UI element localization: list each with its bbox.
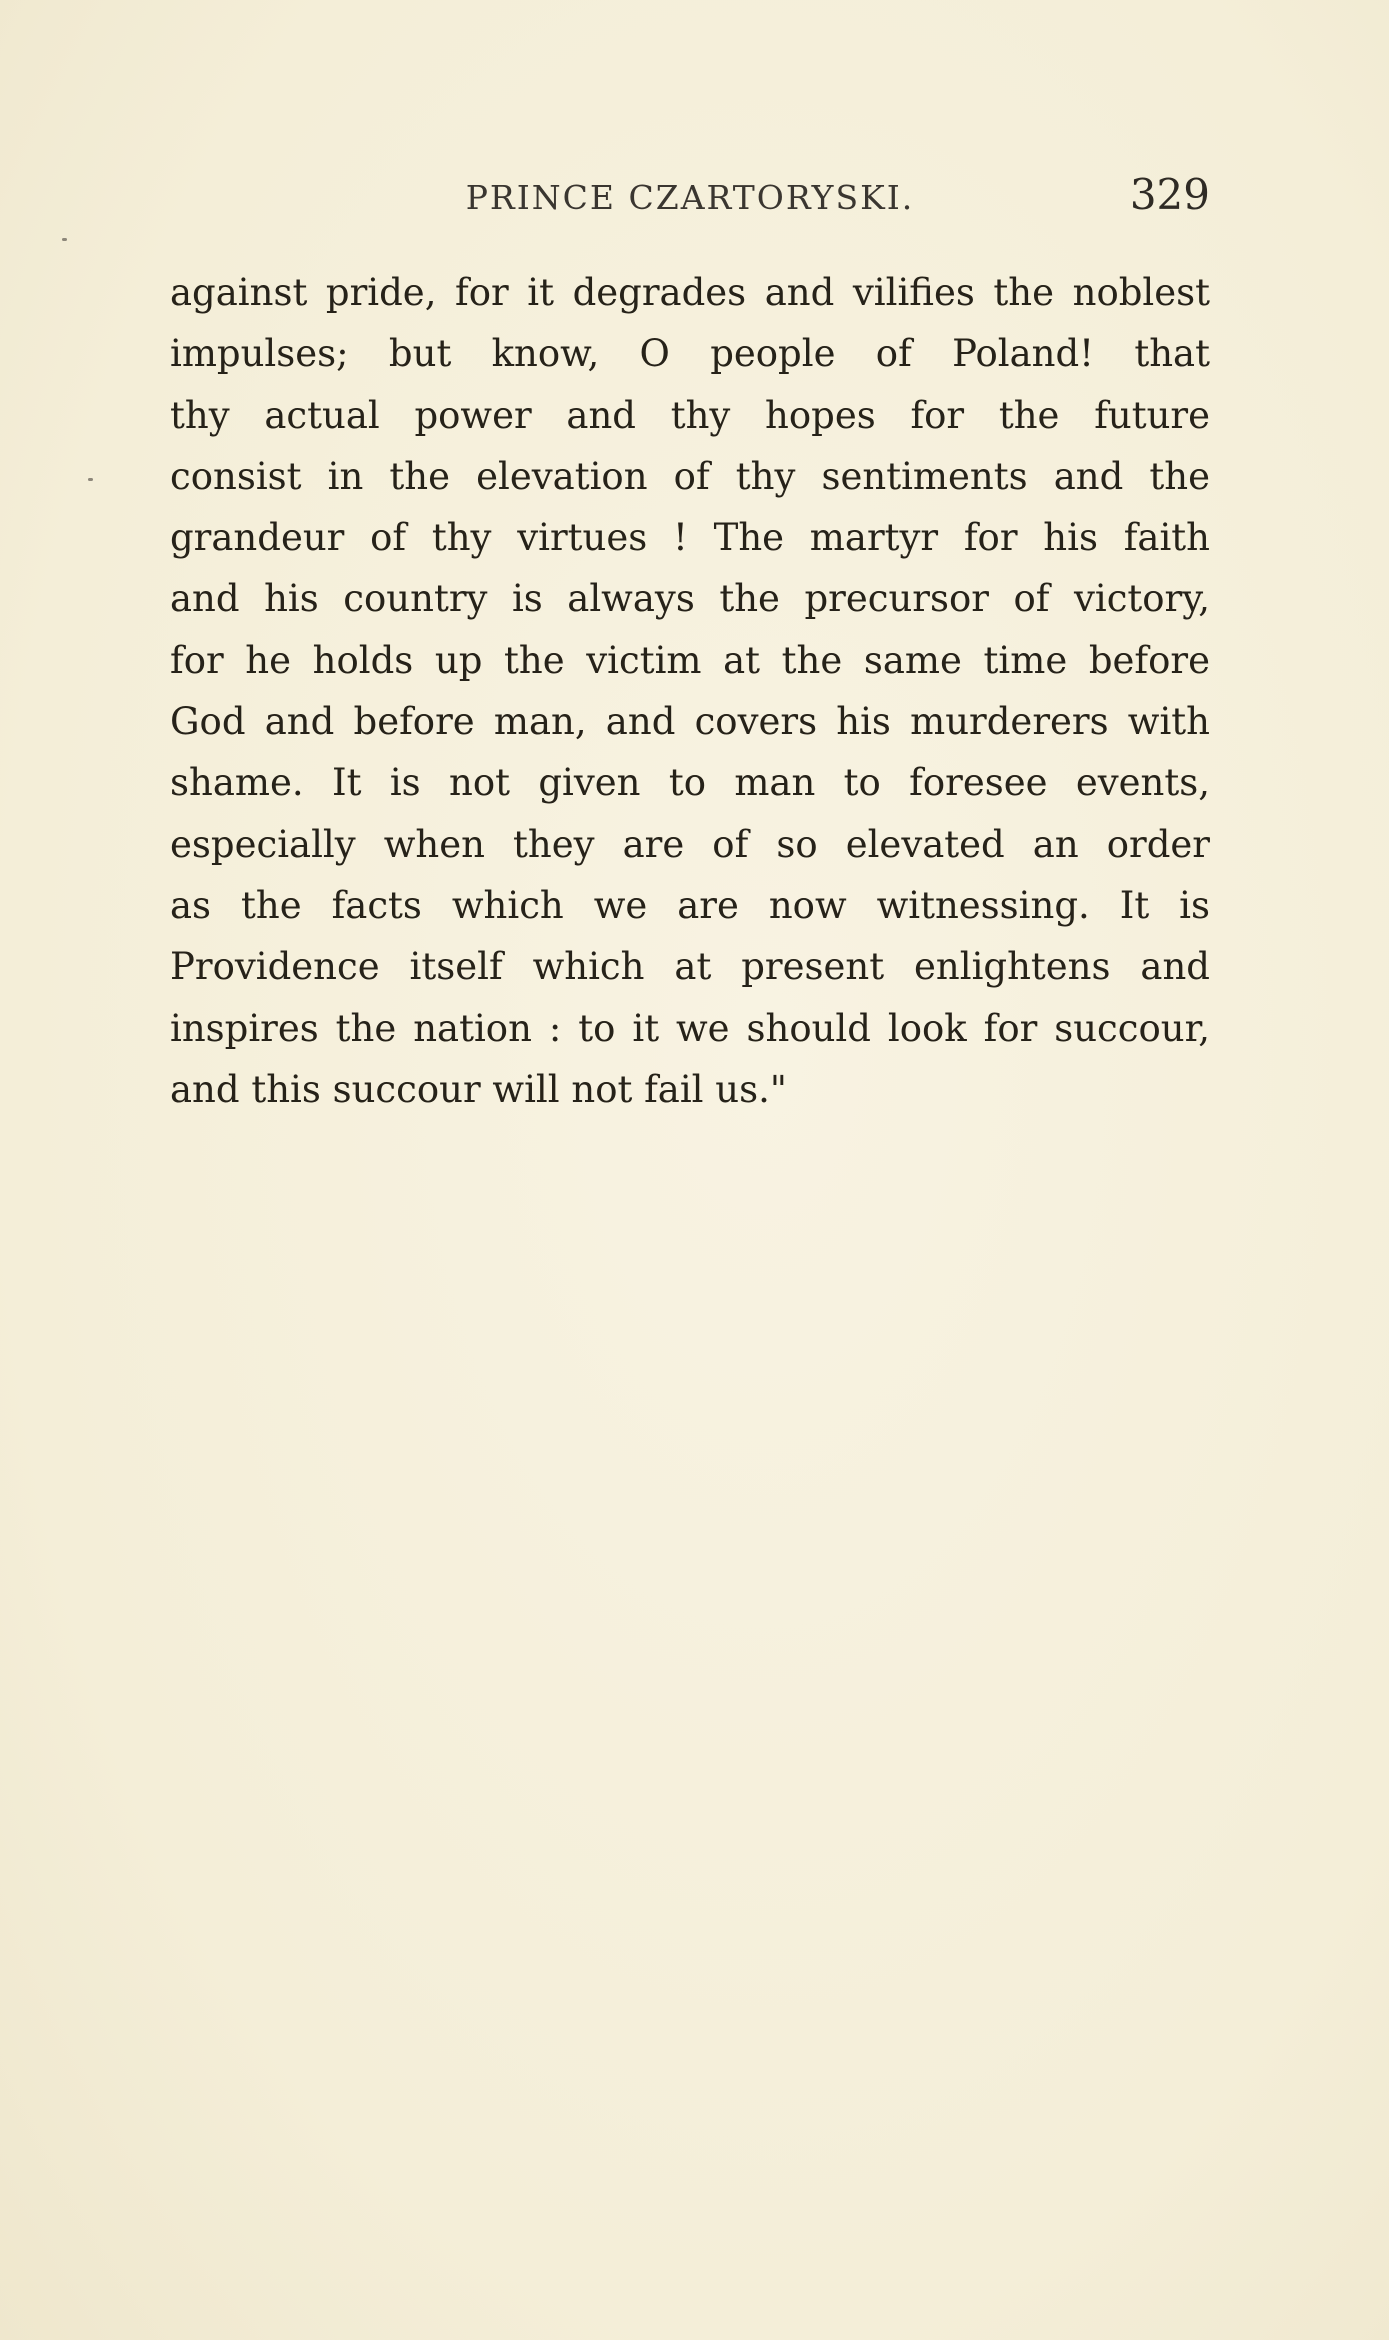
text-line: especially when they are of so elevated an order bbox=[170, 822, 1210, 866]
text-line: and his country is always the precursor of victory, bbox=[170, 577, 1210, 621]
text-line: Providence itself which at present enlightens and bbox=[170, 945, 1210, 989]
text-line: against pride, for it degrades and vilifies the noblest bbox=[170, 271, 1210, 314]
text-line: for he holds up the victim at the same time before bbox=[170, 638, 1210, 682]
margin-speck bbox=[62, 238, 67, 241]
text-line-last: and this succour will not fail us." bbox=[170, 1067, 787, 1111]
text-line: consist in the elevation of thy sentiments and the bbox=[170, 454, 1210, 498]
margin-speck bbox=[88, 478, 93, 481]
body-text bbox=[170, 262, 1210, 1120]
running-title: PRINCE CZARTORYSKI. bbox=[465, 178, 915, 217]
text-line: impulses; but know, O people of Poland! that bbox=[170, 332, 1210, 376]
text-line: God and before man, and covers his murderers with bbox=[170, 700, 1210, 744]
text-line: inspires the nation : to it we should look for succour, bbox=[170, 1006, 1210, 1050]
text-line: shame. It is not given to man to foresee events, bbox=[170, 761, 1210, 805]
page-number: 329 bbox=[1129, 170, 1210, 219]
running-head bbox=[170, 170, 1210, 230]
text-line: thy actual power and thy hopes for the future bbox=[170, 393, 1210, 437]
text-line: grandeur of thy virtues ! The martyr for his faith bbox=[170, 516, 1210, 560]
text-line: as the facts which we are now witnessing. It is bbox=[170, 883, 1210, 927]
